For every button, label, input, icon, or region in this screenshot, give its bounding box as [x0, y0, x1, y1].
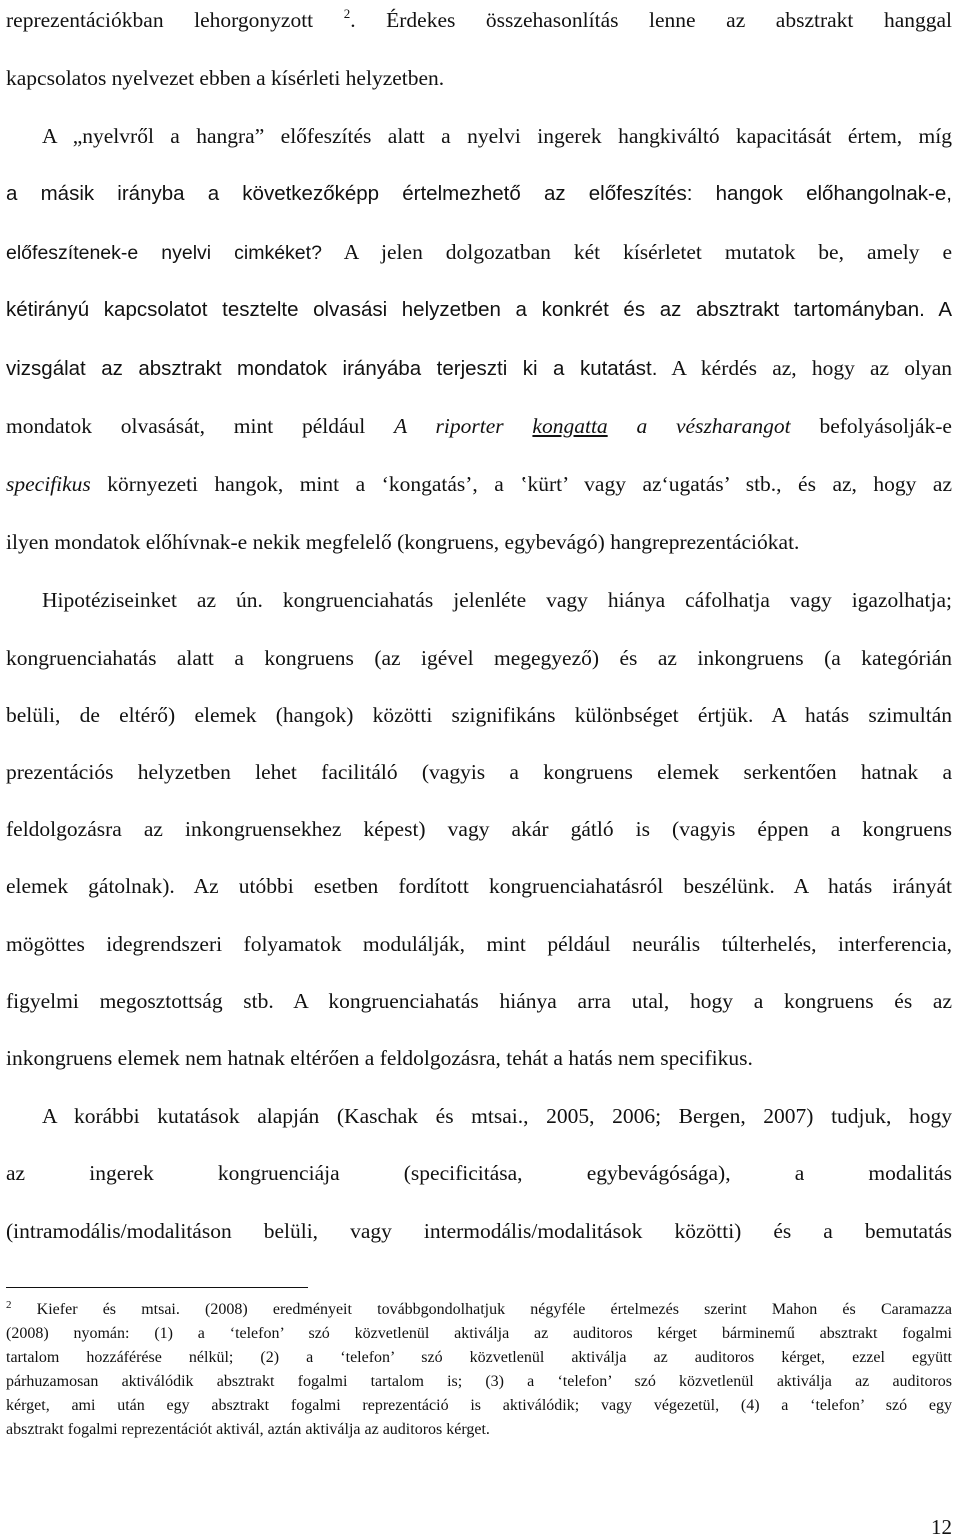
body-line-15: feldolgozásra az inkongruensekhez képest) vagy akár gátló is (vagyis éppen a kongruens — [6, 817, 952, 841]
body-line-21: az ingerek kongruenciája (specificitása, egybevágósága), a modalitás — [6, 1161, 952, 1185]
underlined-verb: kongatta — [532, 414, 608, 438]
body-line-9: specifikus környezeti hangok, mint a ‘kongatás’, a ‛kürt’ vagy az‘ugatás’ stb., és az, hogy az — [6, 472, 952, 496]
body-line-1: reprezentációkban lehorgonyzott $^2$. Érdekes összehasonlítás lenne az absztrakt hanggal — [6, 6, 953, 32]
footnote-reference: 2 — [343, 6, 351, 21]
footnote-line-2: (2008) nyomán: (1) a ‘telefon’ szó közvetlenül aktiválja az auditoros kérget bárminemű absztrakt fogalmi — [6, 1325, 952, 1342]
body-line-10: ilyen mondatok előhívnak-e nekik megfelelő (kongruens, egybevágó) hangreprezentációkat. — [6, 530, 800, 554]
body-line-8: mondatok olvasását, mint például A riporter kongatta a vészharangot befolyásolják-e — [6, 414, 952, 438]
body-line-12: kongruenciahatás alatt a kongruens (az igével megegyező) és az inkongruens (a kategórián — [6, 646, 952, 670]
page-number: 12 — [931, 1515, 952, 1539]
footnote-line-6: absztrakt fogalmi reprezentációt aktivál, aztán aktiválja az auditoros kérget. — [6, 1421, 490, 1438]
footnote-line-1: $^2$ Kiefer és mtsai. (2008) eredményeit továbbgondolhatjuk négyféle értelmezés szerint Mahon és Caramazza — [6, 1299, 952, 1318]
body-line-2: kapcsolatos nyelvezet ebben a kísérleti helyzetben. — [6, 66, 445, 90]
body-line-7: vizsgálat az absztrakt mondatok irányába terjeszti ki a kutatást. A kérdés az, hogy az olyan — [6, 356, 952, 380]
body-line-18: figyelmi megosztottság stb. A kongruenciahatás hiánya arra utal, hogy a kongruens és az — [6, 989, 952, 1013]
body-line-22: (intramodális/modalitáson belüli, vagy intermodális/modalitások közötti) és a bemutatás — [6, 1219, 952, 1243]
body-line-4: a másik irányba a következőképp értelmezhető az előfeszítés: hangok előhangolnak-e, — [6, 182, 952, 205]
body-line-3: A „nyelvről a hangra” előfeszítés alatt a nyelvi ingerek hangkiváltó kapacitását értem, míg — [42, 124, 952, 148]
body-line-14: prezentációs helyzetben lehet facilitáló (vagyis a kongruens elemek serkentően hatnak a — [6, 760, 952, 784]
body-line-17: mögöttes idegrendszeri folyamatok modulálják, mint például neurális túlterhelés, interferencia, — [6, 932, 952, 956]
footnote-line-5: kérget, ami után egy absztrakt fogalmi reprezentáció is aktiválódik; vagy végezetül, (4) a ‘telefon’ szó egy — [6, 1397, 952, 1414]
body-line-13: belüli, de eltérő) elemek (hangok) közötti szignifikáns különbséget értjük. A hatás szimultán — [6, 703, 952, 727]
body-line-16: elemek gátolnak). Az utóbbi esetben fordított kongruenciahatásról beszélünk. A hatás irányát — [6, 874, 952, 898]
body-line-5: előfeszítenek-e nyelvi cimkéket? A jelen dolgozatban két kísérletet mutatok be, amely e — [6, 240, 952, 264]
footnote-marker: 2 — [6, 1299, 12, 1311]
body-line-20: A korábbi kutatások alapján (Kaschak és mtsai., 2005, 2006; Bergen, 2007) tudjuk, hogy — [42, 1104, 952, 1128]
footnote-line-4: párhuzamosan aktiválódik absztrakt fogalmi tartalom is; (3) a ‘telefon’ szó közvetlenül aktiválja az auditoros — [6, 1373, 952, 1390]
footnote-separator — [6, 1287, 308, 1288]
body-line-11: Hipotéziseinket az ún. kongruenciahatás jelenléte vagy hiánya cáfolhatja vagy igazolhatja; — [42, 588, 952, 612]
footnote-line-3: tartalom hozzáférése nélkül; (2) a ‘telefon’ szó közvetlenül aktiválja az auditoros kérget, ezzel együtt — [6, 1349, 952, 1366]
body-line-6: kétirányú kapcsolatot tesztelte olvasási helyzetben a konkrét és az absztrakt tartományban. A — [6, 298, 952, 321]
body-line-19: inkongruens elemek nem hatnak eltérően a feldolgozásra, tehát a hatás nem specifikus. — [6, 1046, 753, 1070]
